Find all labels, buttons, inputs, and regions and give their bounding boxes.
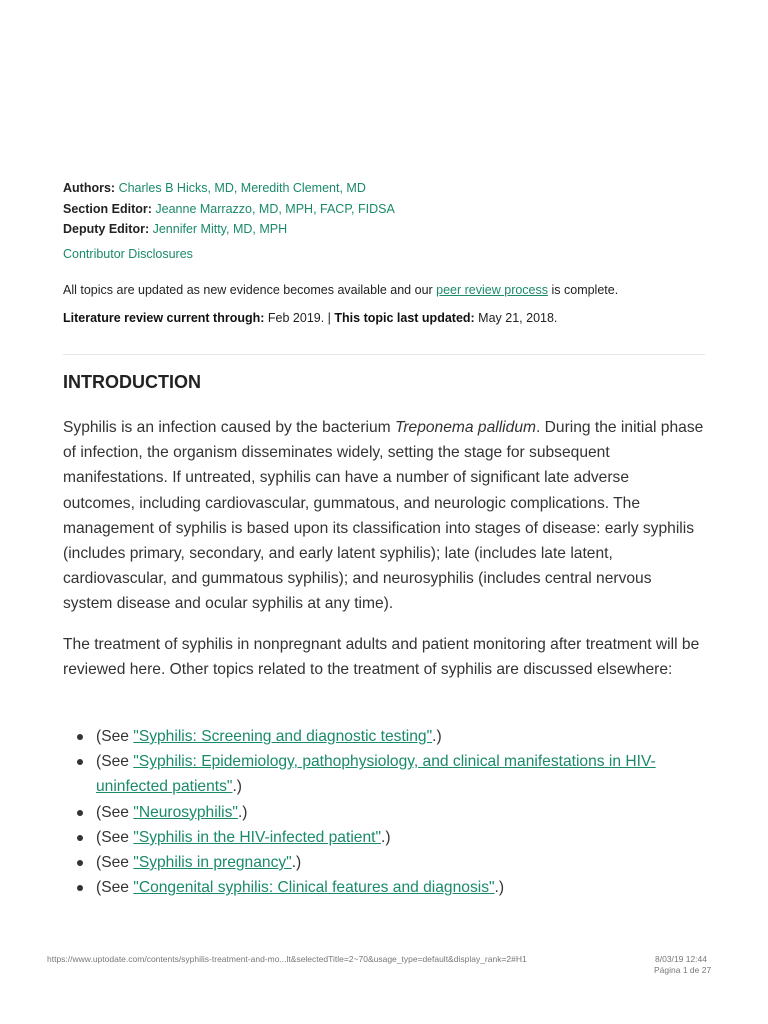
literature-review-value: Feb 2019. | [264, 311, 335, 325]
print-footer-page-number: Página 1 de 27 [654, 965, 712, 975]
intro-p1-start: Syphilis is an infection caused by the bacterium [63, 419, 395, 436]
deputy-editor-label: Deputy Editor: [63, 222, 150, 236]
see-suffix: .) [237, 803, 248, 821]
related-topics-list [63, 724, 705, 900]
print-footer-datetime: 8/03/19 12:44 [655, 954, 707, 964]
update-notice-end: is complete. [548, 283, 619, 297]
related-topic-link[interactable]: "Congenital syphilis: Clinical features and diagnosis" [133, 879, 495, 897]
bullet-icon [77, 885, 83, 891]
article-metadata [63, 178, 705, 240]
review-dates [63, 311, 557, 325]
related-topic-link[interactable]: "Syphilis: Screening and diagnostic testing" [133, 728, 433, 745]
intro-p1-rest: . During the initial phase of infection, the organism disseminates widely, setting the stage for subsequent manifestations. If untreated, syphilis can have a number of significant late adverse outcomes, including cardiovascular, gummatous, and neurologic complications. The management of syphilis is based upon its classification into stages of disease: early syphilis (includes primary, secondary, and early latent syphilis); late (includes late latent, cardiovascular, and gummatous syphilis); and neurosyphilis (includes central nervous system disease and ocular syphilis at any time). [63, 419, 704, 613]
bullet-icon [77, 734, 83, 740]
intro-paragraph-1 [63, 415, 705, 617]
related-topic-link[interactable]: "Syphilis in pregnancy" [133, 854, 292, 872]
section-editor-link[interactable]: Jeanne Marrazzo, MD, MPH, FACP, FIDSA [155, 201, 395, 216]
section-editor-row [63, 199, 705, 220]
related-topic-link[interactable]: "Neurosyphilis" [133, 803, 238, 821]
divider [63, 354, 705, 355]
print-footer-url: https://www.uptodate.com/contents/syphilis-treatment-and-mo...lt&selectedTitle=2~70&usage_type=default&display_rank=2#H1 [47, 954, 527, 964]
list-item [63, 724, 705, 749]
related-topic-link[interactable]: "Syphilis in the HIV-infected patient" [133, 828, 381, 846]
species-name: Treponema pallidum [394, 419, 536, 436]
related-topic-link[interactable]: "Syphilis: Epidemiology, pathophysiology, and clinical manifestations in HIV-uninfected patients" [96, 753, 656, 796]
bullet-icon [77, 860, 83, 866]
see-prefix: (See [96, 879, 134, 897]
see-prefix: (See [96, 753, 134, 771]
last-updated-value: May 21, 2018. [474, 311, 558, 325]
see-prefix: (See [96, 803, 134, 821]
introduction-heading: INTRODUCTION [63, 372, 201, 392]
list-item [63, 800, 705, 825]
authors-label: Authors: [63, 181, 116, 195]
list-item [63, 875, 705, 900]
see-prefix: (See [96, 828, 134, 846]
bullet-icon [77, 759, 83, 765]
deputy-editor-link[interactable]: Jennifer Mitty, MD, MPH [152, 222, 288, 236]
authors-row [63, 178, 705, 199]
contributor-disclosures-link[interactable]: Contributor Disclosures [63, 247, 193, 261]
list-item [63, 850, 705, 875]
intro-paragraph-2: The treatment of syphilis in nonpregnant adults and patient monitoring after treatment will be reviewed here. Other topics related to the treatment of syphilis are discussed elsewhere: [63, 636, 700, 679]
update-notice [63, 283, 618, 297]
list-item [63, 749, 705, 799]
see-suffix: .) [381, 828, 391, 846]
see-suffix: .) [291, 854, 302, 872]
see-prefix: (See [96, 854, 134, 872]
deputy-editor-row [63, 219, 705, 240]
bullet-icon [77, 835, 83, 841]
see-suffix: .) [232, 778, 242, 796]
update-notice-text: All topics are updated as new evidence becomes available and our [63, 283, 437, 297]
literature-review-label: Literature review current through: [63, 311, 265, 325]
list-item [63, 825, 705, 850]
see-prefix: (See [96, 728, 134, 745]
authors-link[interactable]: Charles B Hicks, MD, Meredith Clement, MD [118, 181, 366, 195]
section-editor-label: Section Editor: [63, 201, 152, 216]
peer-review-link[interactable]: peer review process [436, 283, 549, 297]
see-suffix: .) [494, 879, 505, 897]
last-updated-label: This topic last updated: [334, 311, 475, 325]
see-suffix: .) [432, 728, 442, 745]
bullet-icon [77, 810, 83, 816]
